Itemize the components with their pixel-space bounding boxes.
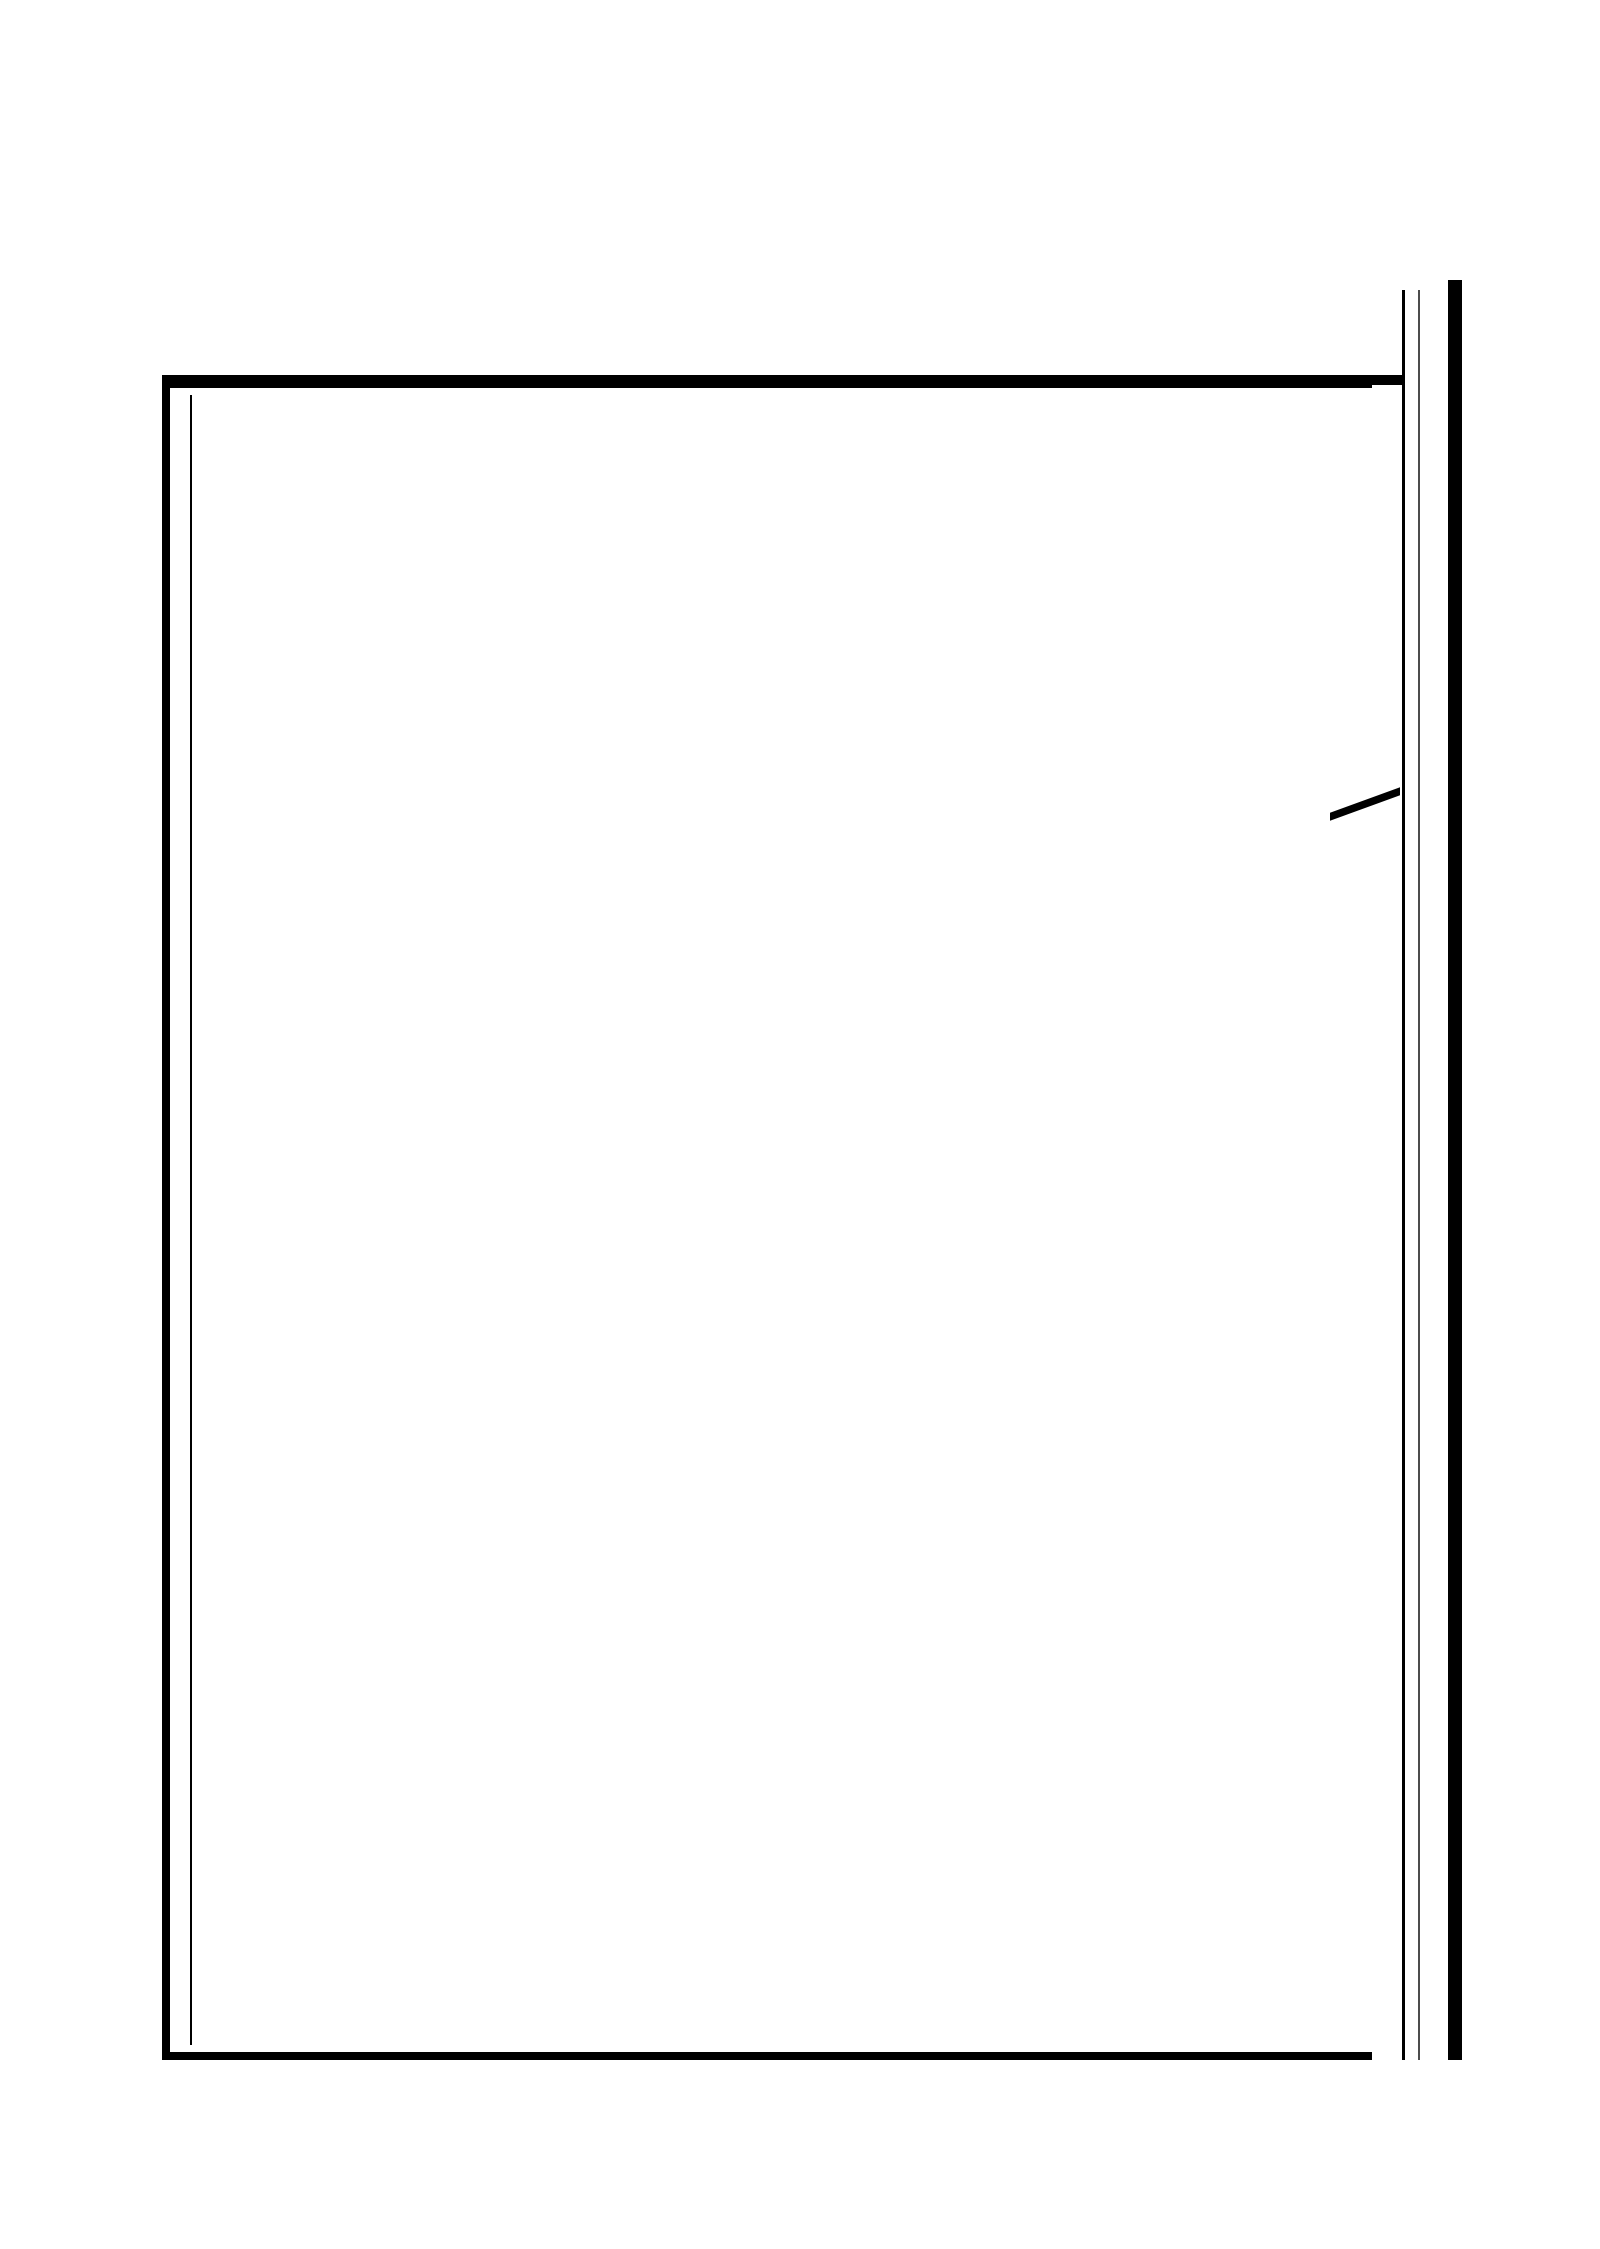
margin-rule-right: [1418, 290, 1420, 2060]
page-frame-inner-rule: [190, 395, 1370, 2045]
page-margin-banxin: [1335, 290, 1405, 2060]
page-edge-bar: [1448, 280, 1462, 2060]
